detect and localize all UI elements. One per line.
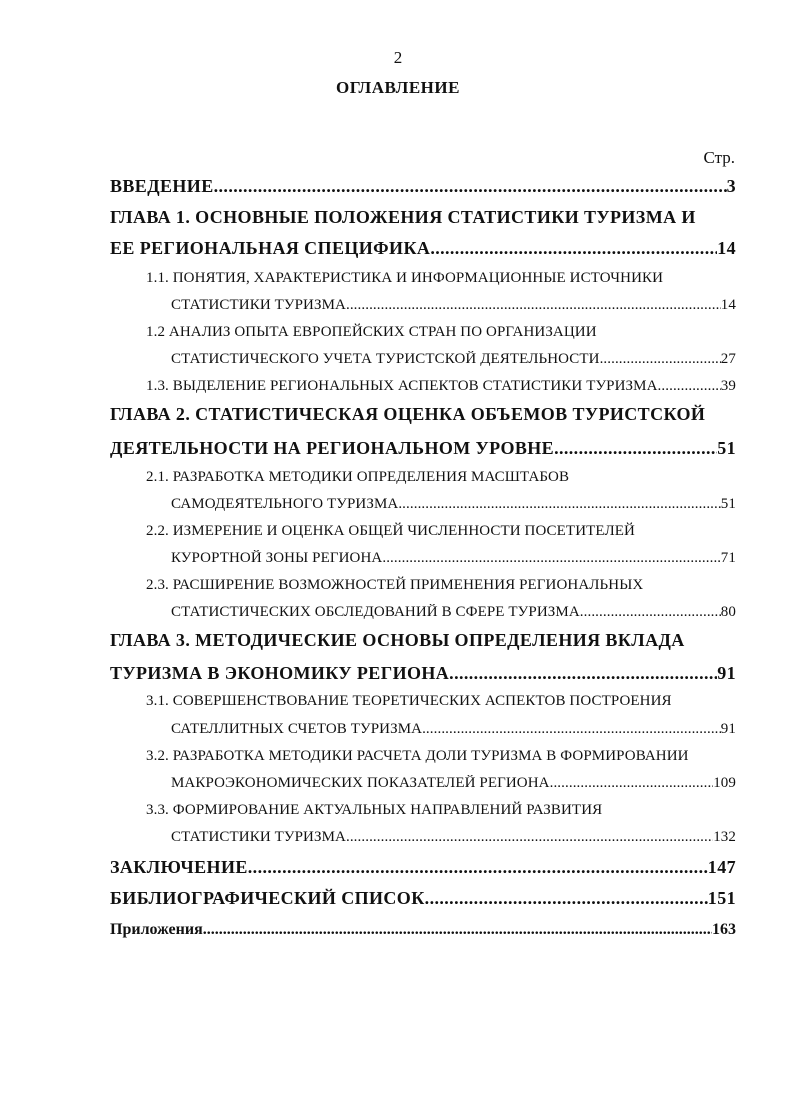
dot-leader (425, 888, 708, 909)
toc-entry-page: 14 (720, 297, 736, 313)
toc-entry-page: 80 (720, 604, 736, 620)
toc-entry-title: ЗАКЛЮЧЕНИЕ (110, 857, 248, 877)
dot-leader (398, 496, 720, 513)
dot-leader (346, 297, 721, 314)
toc-entry-page: 132 (713, 829, 736, 845)
toc-chapter-3-line1[interactable]: ГЛАВА 3. МЕТОДИЧЕСКИЕ ОСНОВЫ ОПРЕДЕЛЕНИЯ ВКЛАДА (110, 630, 685, 650)
dot-leader (430, 238, 717, 259)
page-number: 2 (393, 48, 403, 67)
toc-entry-title: СТАТИСТИЧЕСКОГО УЧЕТА ТУРИСТСКОЙ ДЕЯТЕЛЬНОСТИ (171, 351, 600, 367)
dot-leader (203, 921, 712, 939)
toc-entry-title: МАКРОЭКОНОМИЧЕСКИХ ПОКАЗАТЕЛЕЙ РЕГИОНА (171, 775, 550, 791)
toc-entry-page: 163 (712, 921, 736, 938)
toc-entry-page: 71 (720, 550, 736, 566)
toc-entry-page: 39 (720, 378, 736, 394)
dot-leader (346, 829, 713, 846)
toc-entry-title: КУРОРТНОЙ ЗОНЫ РЕГИОНА (171, 550, 383, 566)
toc-section-3-3-line1[interactable]: 3.3. ФОРМИРОВАНИЕ АКТУАЛЬНЫХ НАПРАВЛЕНИЙ РАЗВИТИЯ (146, 802, 603, 818)
toc-entry-page: 91 (720, 721, 736, 737)
toc-chapter-2[interactable] (110, 438, 736, 459)
dot-leader (550, 775, 714, 792)
dot-leader (214, 176, 727, 197)
toc-section-2-1[interactable] (171, 496, 736, 513)
toc-chapter-1-line1[interactable]: ГЛАВА 1. ОСНОВНЫЕ ПОЛОЖЕНИЯ СТАТИСТИКИ ТУРИЗМА И (110, 207, 696, 227)
toc-section-1-2[interactable] (171, 351, 736, 368)
dot-leader (580, 604, 721, 621)
toc-chapter-2-line1[interactable]: ГЛАВА 2. СТАТИСТИЧЕСКАЯ ОЦЕНКА ОБЪЕМОВ ТУРИСТСКОЙ (110, 404, 706, 424)
toc-entry-title: СТАТИСТИКИ ТУРИЗМА (171, 829, 346, 845)
page-column-label: Стр. (703, 148, 735, 167)
toc-section-3-2-line1[interactable]: 3.2. РАЗРАБОТКА МЕТОДИКИ РАСЧЕТА ДОЛИ ТУРИЗМА В ФОРМИРОВАНИИ (146, 748, 689, 764)
toc-entry-title: СТАТИСТИЧЕСКИХ ОБСЛЕДОВАНИЙ В СФЕРЕ ТУРИЗМА (171, 604, 580, 620)
toc-entry-title: СТАТИСТИКИ ТУРИЗМА (171, 297, 346, 313)
toc-entry-intro[interactable] (110, 176, 736, 197)
dot-leader (248, 857, 708, 878)
toc-chapter-1[interactable] (110, 238, 736, 259)
toc-entry-page: 91 (717, 663, 736, 683)
toc-entry-page: 51 (717, 438, 736, 458)
toc-entry-title: ЕЕ РЕГИОНАЛЬНАЯ СПЕЦИФИКА (110, 238, 431, 258)
toc-section-1-1-line1[interactable]: 1.1. ПОНЯТИЯ, ХАРАКТЕРИСТИКА И ИНФОРМАЦИОННЫЕ ИСТОЧНИКИ (146, 270, 664, 286)
toc-section-3-1-line1[interactable]: 3.1. СОВЕРШЕНСТВОВАНИЕ ТЕОРЕТИЧЕСКИХ АСПЕКТОВ ПОСТРОЕНИЯ (146, 693, 672, 709)
toc-entry-title: САМОДЕЯТЕЛЬНОГО ТУРИЗМА (171, 496, 399, 512)
toc-section-3-3[interactable] (171, 829, 736, 846)
toc-section-2-2-line1[interactable]: 2.2. ИЗМЕРЕНИЕ И ОЦЕНКА ОБЩЕЙ ЧИСЛЕННОСТИ ПОСЕТИТЕЛЕЙ (146, 523, 635, 539)
toc-section-3-1[interactable] (171, 721, 736, 738)
toc-entry-title: Приложения (110, 921, 203, 938)
toc-section-3-2[interactable] (171, 775, 736, 792)
toc-entry-title: ТУРИЗМА В ЭКОНОМИКУ РЕГИОНА (110, 663, 450, 683)
toc-entry-page: 151 (707, 888, 736, 908)
dot-leader (382, 550, 720, 567)
toc-entry-page: 51 (720, 496, 736, 512)
toc-entry-title: САТЕЛЛИТНЫХ СЧЕТОВ ТУРИЗМА (171, 721, 423, 737)
toc-entry-title: ДЕЯТЕЛЬНОСТИ НА РЕГИОНАЛЬНОМ УРОВНЕ (110, 438, 555, 458)
toc-entry-title: ВВЕДЕНИЕ (110, 176, 214, 196)
toc-section-1-3[interactable] (146, 378, 736, 395)
toc-entry-page: 27 (720, 351, 736, 367)
toc-chapter-3[interactable] (110, 663, 736, 684)
toc-entry-bibliography[interactable] (110, 888, 736, 909)
toc-entry-appendix[interactable] (110, 921, 736, 939)
toc-section-2-3[interactable] (171, 604, 736, 621)
toc-entry-title: БИБЛИОГРАФИЧЕСКИЙ СПИСОК (110, 888, 425, 908)
toc-entry-title: 1.3. ВЫДЕЛЕНИЕ РЕГИОНАЛЬНЫХ АСПЕКТОВ СТАТИСТИКИ ТУРИЗМА (146, 378, 658, 394)
dot-leader (449, 663, 717, 684)
dot-leader (658, 378, 721, 395)
toc-entry-conclusion[interactable] (110, 857, 736, 878)
toc-entry-page: 147 (707, 857, 736, 877)
dot-leader (600, 351, 721, 368)
toc-section-1-2-line1[interactable]: 1.2 АНАЛИЗ ОПЫТА ЕВРОПЕЙСКИХ СТРАН ПО ОРГАНИЗАЦИИ (146, 324, 597, 340)
toc-title: ОГЛАВЛЕНИЕ (336, 78, 460, 97)
toc-section-2-1-line1[interactable]: 2.1. РАЗРАБОТКА МЕТОДИКИ ОПРЕДЕЛЕНИЯ МАСШТАБОВ (146, 469, 570, 485)
toc-entry-page: 14 (717, 238, 736, 258)
toc-section-2-3-line1[interactable]: 2.3. РАСШИРЕНИЕ ВОЗМОЖНОСТЕЙ ПРИМЕНЕНИЯ РЕГИОНАЛЬНЫХ (146, 577, 644, 593)
toc-entry-page: 3 (726, 176, 736, 196)
dot-leader (554, 438, 717, 459)
toc-entry-page: 109 (713, 775, 736, 791)
dot-leader (422, 721, 721, 738)
toc-section-2-2[interactable] (171, 550, 736, 567)
toc-section-1-1[interactable] (171, 297, 736, 314)
